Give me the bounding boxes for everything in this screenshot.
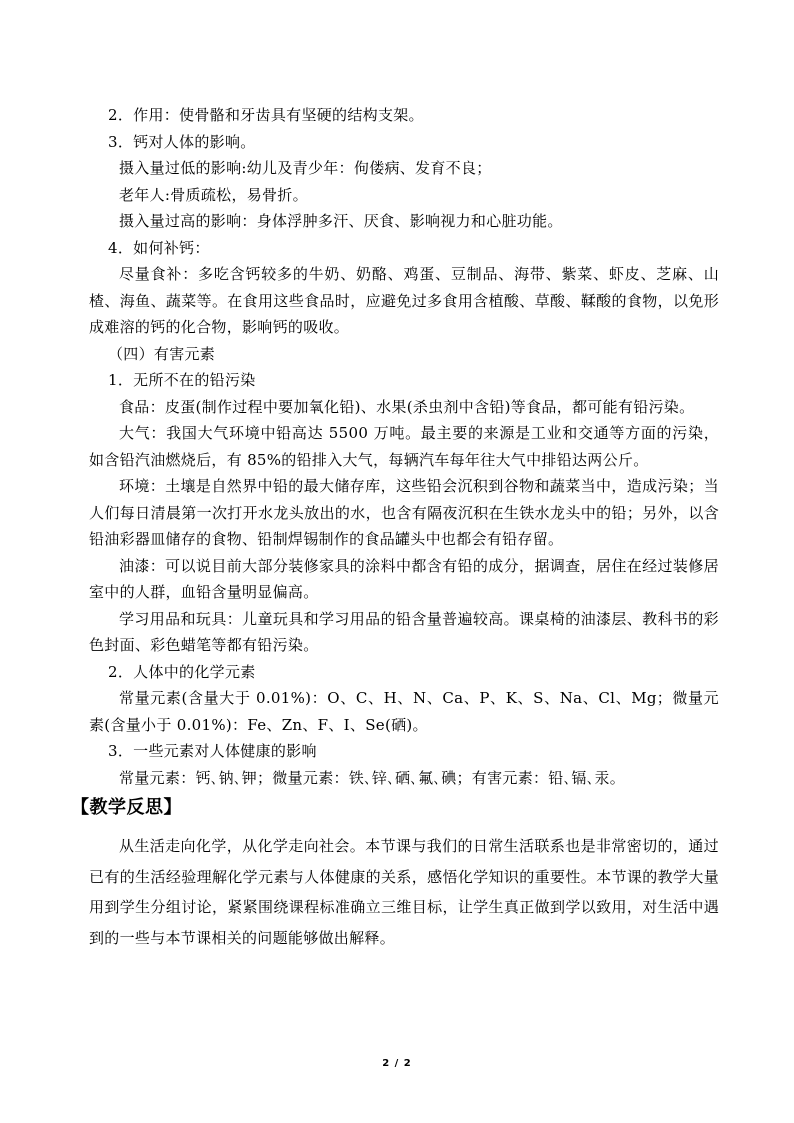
lead-toys-paragraph: 学习用品和玩具：儿童玩具和学习用品的铅含量普遍较高。课桌椅的油漆层、教科书的彩色封面、彩色蜡笔等都有铅污染。 (89, 609, 719, 654)
teaching-reflection-paragraph: 从生活走向化学，从化学走向社会。本节课与我们的日常生活联系也是非常密切的，通过已有的生活经验理解化学元素与人体健康的关系，感悟化学知识的重要性。本节课的教学大量用到学生分组讨论，紧紧围绕课程标准确立三维目标，让学生真正做到学以致用，对生活中遇到的一些与本节课相关的问题能够做出解释。 (89, 837, 719, 947)
calcium-effects-item: 3．钙对人体的影响。 (108, 132, 256, 151)
harmful-elements-section-title: （四）有害元素 (108, 344, 216, 363)
lead-environment-paragraph: 环境：土壤是自然界中铅的最大储存库，这些铅会沉积到谷物和蔬菜当中，造成污染；当人们每日清晨第一次打开水龙头放出的水，也含有隔夜沉积在生铁水龙头中的铅；另外，以含铅油彩器皿储存的食物、铅制焊锡制作的食品罐头中也都会有铅存留。 (89, 477, 719, 548)
document-body (71, 102, 719, 953)
food-supplement-paragraph: 尽量食补：多吃含钙较多的牛奶、奶酪、鸡蛋、豆制品、海带、紫菜、虾皮、芝麻、山楂、海鱼、蔬菜等。在食用这些食品时，应避免过多食用含植酸、草酸、鞣酸的食物，以免形成难溶的钙的化合物，影响钙的吸收。 (89, 265, 719, 336)
element-health-effects-item: 3．一些元素对人体健康的影响 (108, 742, 317, 760)
how-to-supplement-item: 4．如何补钙： (108, 238, 210, 257)
element-classification-paragraph: 常量元素(含量大于 0.01%)：O、C、H、N、Ca、P、K、S、Na、Cl、Mg；微量元素(含量小于 0.01%)：Fe、Zn、F、I、Se(硒)。 (89, 689, 719, 734)
low-intake-effects-text: 摄入量过低的影响:幼儿及青少年：佝偻病、发育不良； (119, 159, 492, 177)
lead-paint-paragraph: 油漆：可以说目前大部分装修家具的涂料中都含有铅的成分，据调查，居住在经过装修居室中的人群，血铅含量明显偏高。 (89, 556, 719, 601)
high-intake-effects-text: 摄入量过高的影响：身体浮肿多汗、厌食、影响视力和心脏功能。 (119, 212, 563, 230)
teaching-reflection-heading: 【教学反思】 (71, 797, 182, 818)
element-summary-paragraph: 常量元素：钙､钠､钾；微量元素：铁､锌､硒､氟､碘；有害元素：铅､镉､汞。 (119, 768, 626, 787)
lead-pollution-item: 1．无所不在的铅污染 (108, 371, 256, 389)
lead-food-paragraph: 食品：皮蛋(制作过程中要加氧化铅)、水果(杀虫剂中含铅)等食品，都可能有铅污染。 (119, 397, 695, 416)
elderly-effects-text: 老年人:骨质疏松，易骨折。 (119, 185, 308, 204)
chemical-elements-item: 2．人体中的化学元素 (108, 662, 256, 681)
page-number: 2 / 2 (382, 1058, 412, 1069)
calcium-function-item: 2．作用：使骨骼和牙齿具有坚硬的结构支架。 (108, 106, 424, 124)
lead-air-paragraph: 大气：我国大气环境中铅高达 5500 万吨。最主要的来源是工业和交通等方面的污染，如含铅汽油燃烧后，有 85%的铅排入大气，每辆汽车每年往大气中排铅达两公斤。 (89, 424, 719, 469)
